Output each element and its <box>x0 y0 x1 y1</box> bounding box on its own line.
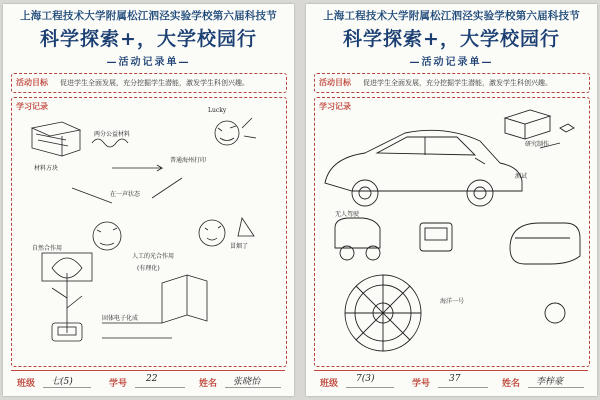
sheet-title: 科学探索+，大学校园行 <box>343 28 560 50</box>
class-label: 班级 <box>17 379 36 389</box>
activity-goal-label: 活动目标 <box>319 78 351 87</box>
note-text: 两分公益材料 <box>94 131 131 138</box>
note-text: 测试 <box>515 173 528 180</box>
sketch-notes-left <box>12 98 286 366</box>
name-value: 张晓怡 <box>233 377 261 387</box>
note-text: 研究制作 <box>525 141 550 148</box>
activity-goal-box <box>11 73 287 93</box>
student-id-value: 37 <box>449 374 461 384</box>
study-record-box <box>11 97 287 367</box>
study-record-box <box>314 97 590 367</box>
class-value: 七(5) <box>51 377 73 387</box>
note-text: 冒烟了 <box>230 243 249 250</box>
school-name: 上海工程技术大学附属松江泗泾实验学校第六届科技节 <box>323 10 580 22</box>
name-label: 姓名 <box>199 379 218 389</box>
study-record-label: 学习记录 <box>16 102 48 111</box>
record-sheet-right <box>306 4 597 396</box>
note-text: 在一声状态 <box>110 191 141 198</box>
student-id-label: 学号 <box>109 379 128 389</box>
activity-goal-text: 促进学生全面发展，充分挖掘学生潜能，激发学生科创兴趣。 <box>363 79 552 87</box>
sketch-notes-right <box>315 98 589 366</box>
record-sheet-left <box>3 4 294 396</box>
name-label: 姓名 <box>502 379 521 389</box>
note-text: 固体电子化成 <box>102 315 139 322</box>
note-text: (有理化) <box>137 265 160 272</box>
signature-row <box>11 370 285 393</box>
note-text: Lucky <box>208 107 227 114</box>
sheet-subtitle: —活动记录单— <box>409 57 494 68</box>
student-id-label: 学号 <box>412 379 431 389</box>
sheet-title: 科学探索+，大学校园行 <box>40 28 257 50</box>
study-record-label: 学习记录 <box>319 102 351 111</box>
note-text: 人工的光合作用 <box>132 253 175 260</box>
signature-row <box>314 370 588 393</box>
note-text: 无人驾驶 <box>335 211 360 218</box>
activity-goal-box <box>314 73 590 93</box>
note-text: 海洋一号 <box>440 298 465 305</box>
name-value: 李梓豪 <box>536 377 564 387</box>
school-name: 上海工程技术大学附属松江泗泾实验学校第六届科技节 <box>20 10 277 22</box>
class-label: 班级 <box>320 379 339 389</box>
note-text: 自然合作用 <box>32 245 63 252</box>
student-id-value: 22 <box>146 374 158 384</box>
note-text: 材料方块 <box>34 165 59 172</box>
activity-goal-label: 活动目标 <box>16 78 48 87</box>
activity-goal-text: 促进学生全面发展，充分挖掘学生潜能，激发学生科创兴趣。 <box>60 79 249 87</box>
sheet-subtitle: —活动记录单— <box>106 57 191 68</box>
class-value: 7(3) <box>356 374 375 384</box>
note-text: 普通海州打印 <box>170 157 207 164</box>
